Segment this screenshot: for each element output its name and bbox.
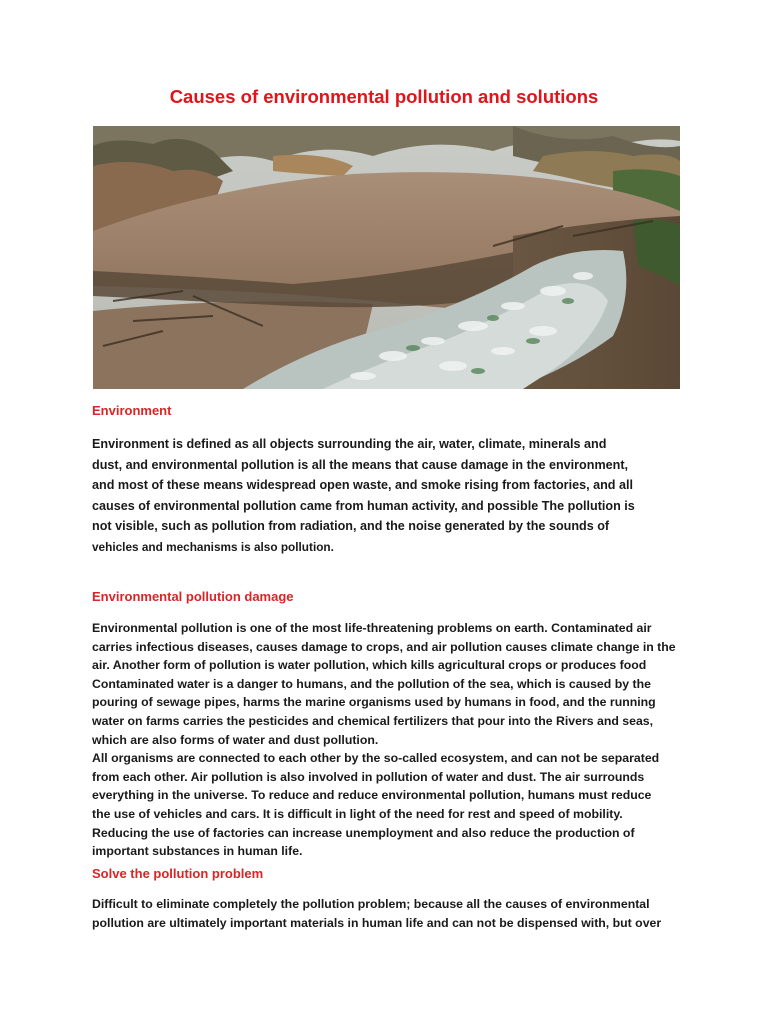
- text-line: important substances in human life.: [92, 844, 303, 859]
- text-line: Environment is defined as all objects surrounding the air, water, climate, minerals and: [92, 437, 607, 451]
- text-line: which are also forms of water and dust pollution.: [92, 732, 379, 747]
- text-line: water on farms carries the pesticides and chemical fertilizers that pour into the Rivers and seas,: [92, 713, 654, 728]
- page-title: Causes of environmental pollution and solutions: [169, 86, 599, 107]
- heading-damage: Environmental pollution damage: [92, 589, 294, 604]
- text-line: Reducing the use of factories can increase unemployment and also reduce the production of: [92, 825, 635, 840]
- text-line: causes of environmental pollution came from human activity, and possible The pollution is: [92, 498, 635, 513]
- text-line: and most of these means widespread open waste, and smoke rising from factories, and all: [92, 478, 633, 492]
- paragraph-solve: [92, 895, 682, 932]
- text-line: not visible, such as pollution from radiation, and the noise generated by the sounds of: [92, 519, 610, 533]
- text-line: everything in the universe. To reduce and reduce environmental pollution, humans must reduce: [92, 788, 652, 803]
- text-line: air. Another form of pollution is water pollution, which kills agricultural crops or produces food: [92, 658, 647, 673]
- text-line: vehicles and mechanisms is also pollution.: [92, 539, 334, 554]
- text-line: Difficult to eliminate completely the pollution problem; because all the causes of environmental: [92, 897, 650, 911]
- heading-environment: Environment: [92, 403, 172, 418]
- text-line: dust, and environmental pollution is all the means that cause damage in the environment,: [92, 457, 629, 472]
- paragraph-damage: [92, 619, 682, 861]
- text-line: Contaminated water is a danger to humans, and the pollution of the sea, which is caused by the: [92, 676, 651, 691]
- paragraph-environment: [92, 434, 682, 557]
- text-line: Environmental pollution is one of the most life-threatening problems on earth. Contaminated air: [92, 621, 652, 635]
- heading-solve: Solve the pollution problem: [92, 866, 264, 881]
- text-line: All organisms are connected to each other by the so-called ecosystem, and can not be separated: [92, 751, 660, 766]
- text-line: pollution are ultimately important materials in human life and can not be dispensed with, but over: [92, 915, 662, 930]
- text-line: from each other. Air pollution is also involved in pollution of water and dust. The air surrounds: [92, 769, 645, 784]
- text-line: the use of vehicles and cars. It is difficult in light of the need for rest and speed of mobility.: [92, 806, 623, 821]
- polluted-river-photo: [93, 126, 680, 389]
- text-line: pouring of sewage pipes, harms the marine organisms used by humans in food, and the running: [92, 695, 656, 710]
- text-line: carries infectious diseases, causes damage to crops, and air pollution causes climate change in the: [92, 639, 676, 654]
